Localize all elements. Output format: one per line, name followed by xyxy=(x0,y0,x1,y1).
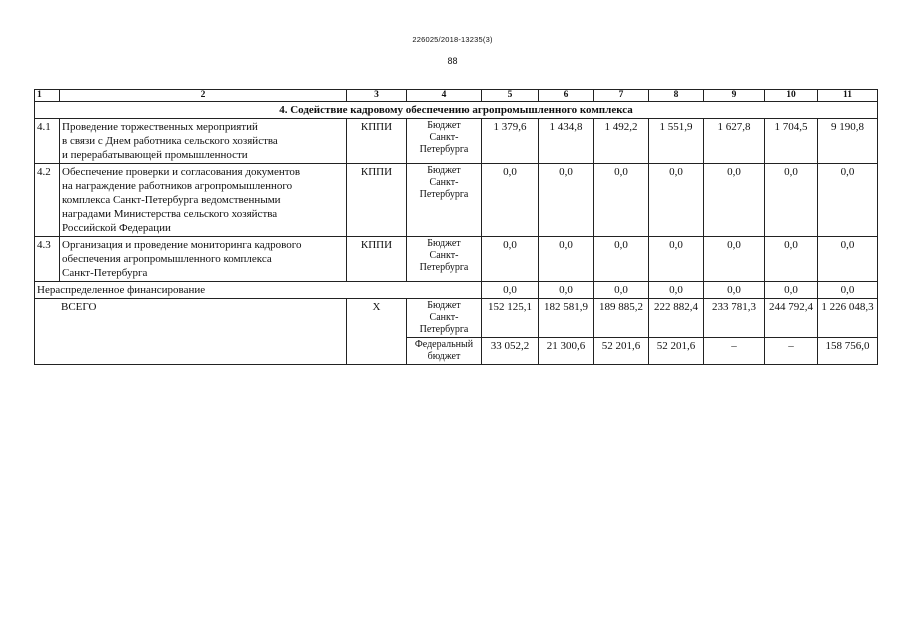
value-cell: 0,0 xyxy=(482,164,539,237)
executor: КППИ xyxy=(347,237,407,282)
value-cell: 0,0 xyxy=(594,282,649,299)
value-cell: 21 300,6 xyxy=(539,338,594,365)
row-number: 4.1 xyxy=(35,119,60,164)
col-header: 5 xyxy=(482,90,539,102)
value-cell: 222 882,4 xyxy=(649,299,704,338)
value-cell: 0,0 xyxy=(649,164,704,237)
value-cell: 0,0 xyxy=(539,237,594,282)
col-header: 2 xyxy=(60,90,347,102)
executor: КППИ xyxy=(347,119,407,164)
unallocated-label: Нераспределенное финансирование xyxy=(35,282,482,299)
value-cell: 33 052,2 xyxy=(482,338,539,365)
value-cell: 158 756,0 xyxy=(818,338,878,365)
value-cell: 0,0 xyxy=(594,237,649,282)
section-row xyxy=(35,102,878,119)
value-cell: 0,0 xyxy=(818,237,878,282)
value-cell: 0,0 xyxy=(765,282,818,299)
value-cell: 0,0 xyxy=(539,282,594,299)
funding-source: Бюджет Санкт- Петербурга xyxy=(407,237,482,282)
value-cell: 182 581,9 xyxy=(539,299,594,338)
col-header: 3 xyxy=(347,90,407,102)
col-header: 11 xyxy=(818,90,878,102)
value-cell: 9 190,8 xyxy=(818,119,878,164)
document-id: 226025/2018-13235(3) xyxy=(412,35,493,44)
value-cell: – xyxy=(765,338,818,365)
value-cell: 244 792,4 xyxy=(765,299,818,338)
value-cell: 1 627,8 xyxy=(704,119,765,164)
funding-source: Бюджет Санкт- Петербурга xyxy=(407,164,482,237)
value-cell: 1 492,2 xyxy=(594,119,649,164)
value-cell: 0,0 xyxy=(818,164,878,237)
value-cell: 0,0 xyxy=(482,282,539,299)
value-cell: – xyxy=(704,338,765,365)
value-cell: 1 434,8 xyxy=(539,119,594,164)
activity-name: Обеспечение проверки и согласования документов на награждение работников агропромышленного комплекса Санкт-Петербурга ведомственными наградами Министерства сельского хозяйства Российской Федерации xyxy=(60,164,347,237)
total-label: ВСЕГО xyxy=(35,299,347,365)
value-cell: 1 379,6 xyxy=(482,119,539,164)
row-number: 4.3 xyxy=(35,237,60,282)
table-row xyxy=(35,237,878,282)
value-cell: 189 885,2 xyxy=(594,299,649,338)
column-numbers-row xyxy=(35,90,878,102)
unallocated-row xyxy=(35,282,878,299)
col-header: 4 xyxy=(407,90,482,102)
section-title: 4. Содействие кадровому обеспечению агропромышленного комплекса xyxy=(35,102,878,119)
value-cell: 0,0 xyxy=(594,164,649,237)
table-row xyxy=(35,164,878,237)
funding-source: Федеральный бюджет xyxy=(407,338,482,365)
value-cell: 0,0 xyxy=(704,282,765,299)
value-cell: 1 551,9 xyxy=(649,119,704,164)
col-header: 6 xyxy=(539,90,594,102)
page-number: 88 xyxy=(447,56,458,66)
value-cell: 233 781,3 xyxy=(704,299,765,338)
total-executor: Х xyxy=(347,299,407,365)
funding-source: Бюджет Санкт- Петербурга xyxy=(407,299,482,338)
value-cell: 0,0 xyxy=(704,164,765,237)
value-cell: 0,0 xyxy=(482,237,539,282)
value-cell: 0,0 xyxy=(704,237,765,282)
col-header: 1 xyxy=(35,90,60,102)
value-cell: 0,0 xyxy=(818,282,878,299)
funding-source: Бюджет Санкт- Петербурга xyxy=(407,119,482,164)
value-cell: 0,0 xyxy=(649,282,704,299)
row-number: 4.2 xyxy=(35,164,60,237)
activity-name: Проведение торжественных мероприятий в связи с Днем работника сельского хозяйства и перерабатывающей промышленности xyxy=(60,119,347,164)
value-cell: 152 125,1 xyxy=(482,299,539,338)
value-cell: 1 226 048,3 xyxy=(818,299,878,338)
budget-table xyxy=(34,89,878,365)
value-cell: 0,0 xyxy=(649,237,704,282)
value-cell: 52 201,6 xyxy=(649,338,704,365)
value-cell: 1 704,5 xyxy=(765,119,818,164)
col-header: 10 xyxy=(765,90,818,102)
executor: КППИ xyxy=(347,164,407,237)
value-cell: 0,0 xyxy=(539,164,594,237)
col-header: 8 xyxy=(649,90,704,102)
activity-name: Организация и проведение мониторинга кадрового обеспечения агропромышленного комплекса Санкт-Петербурга xyxy=(60,237,347,282)
value-cell: 0,0 xyxy=(765,237,818,282)
col-header: 9 xyxy=(704,90,765,102)
col-header: 7 xyxy=(594,90,649,102)
table-row xyxy=(35,119,878,164)
value-cell: 0,0 xyxy=(765,164,818,237)
total-row-spb xyxy=(35,299,878,338)
value-cell: 52 201,6 xyxy=(594,338,649,365)
